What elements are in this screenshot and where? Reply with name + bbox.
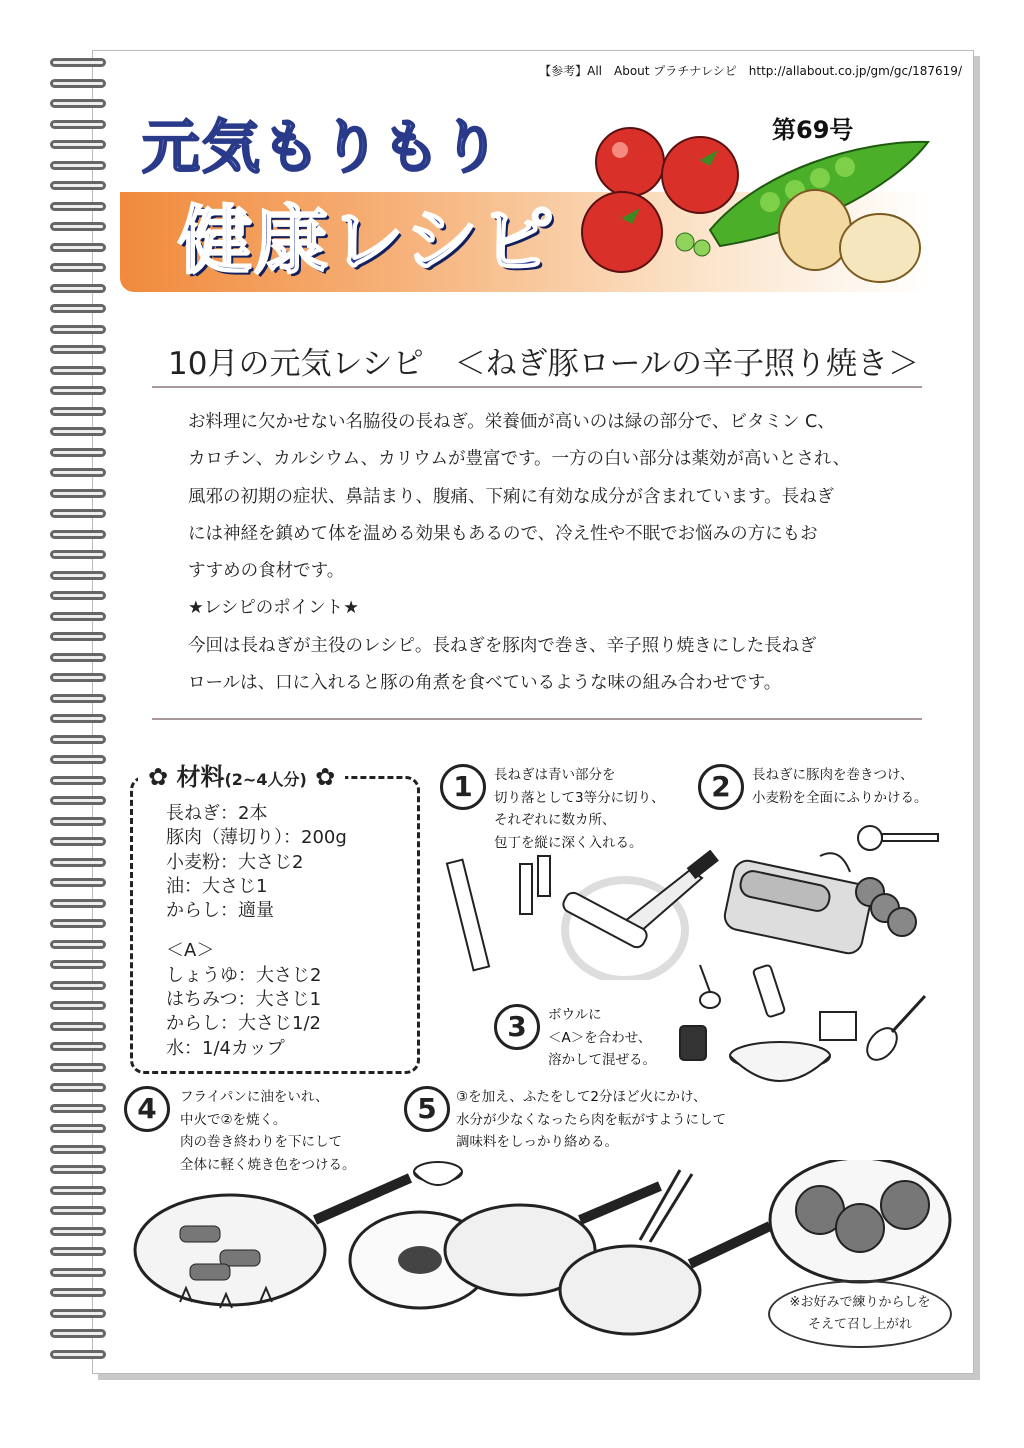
ingredient-item: 小麦粉：大さじ2: [166, 851, 304, 873]
binding-ring: [50, 489, 106, 498]
binding-ring: [50, 714, 106, 723]
ingredient-item: からし：適量: [166, 900, 274, 922]
intro-line: 今回は長ねぎが主役のレシピ。長ねぎを豚肉で巻き、辛子照り焼きにした長ねぎ: [188, 635, 817, 656]
binding-ring: [50, 1186, 106, 1195]
binding-ring: [50, 960, 106, 969]
binding-ring: [50, 1063, 106, 1072]
recipe-title: 10月の元気レシピ ＜ねぎ豚ロールの辛子照り焼き＞: [168, 346, 920, 382]
step-4-text: フライパンに油をいれ、 中火で②を焼く。 肉の巻き終わりを下にして 全体に軽く焼き色をつける。: [180, 1089, 356, 1173]
binding-ring: [50, 735, 106, 744]
serving-note: ※お好みで練りからしを そえて召し上がれ: [768, 1280, 952, 1348]
frying-pan-icon: [560, 1170, 770, 1334]
binding-ring: [50, 427, 106, 436]
step-3-text: ボウルに ＜A＞を合わせ、 溶かして混ぜる。: [548, 1007, 656, 1068]
ingredient-item: 長ねぎ：2本: [166, 803, 268, 824]
binding-ring: [50, 325, 106, 334]
binding-ring: [50, 878, 106, 887]
binding-ring: [50, 99, 106, 108]
ingredient-item: からし：大さじ1/2: [166, 1013, 321, 1035]
binding-ring: [50, 366, 106, 375]
section-divider: [152, 718, 922, 720]
binding-ring: [50, 140, 106, 149]
binding-ring: [50, 940, 106, 949]
binding-ring: [50, 1145, 106, 1154]
sauce-bowl-icon: [414, 1162, 462, 1185]
tray-icon: [722, 858, 873, 956]
vegetables-illustration: [580, 120, 930, 290]
soy-sauce-bottle-icon: [680, 1026, 706, 1060]
intro-line: ロールは、口に入れると豚の角煮を食べているような味の組み合わせです。: [188, 673, 782, 694]
binding-ring: [50, 817, 106, 826]
servings: (2~4人分): [224, 770, 307, 789]
binding-ring: [50, 632, 106, 641]
ingredient-item: 水：1/4カップ: [166, 1037, 285, 1059]
step-1-text: 長ねぎは青い部分を 切り落として3等分に切り、 それぞれに数カ所、 包丁を縦に深く入れる。: [494, 767, 665, 851]
binding-ring: [50, 1309, 106, 1318]
binding-ring: [50, 591, 106, 600]
binding-ring: [50, 1022, 106, 1031]
step-3-illustration: [670, 960, 940, 1100]
flower-icon: ✿: [148, 763, 177, 791]
binding-ring: [50, 776, 106, 785]
binding-ring: [50, 1083, 106, 1092]
binding-ring: [50, 1042, 106, 1051]
ingredient-group-label: ＜A＞: [166, 940, 215, 962]
ingredients-heading: ✿ 材料(2~4人分) ✿: [138, 757, 345, 792]
binding-ring: [50, 1247, 106, 1256]
binding-ring: [50, 58, 106, 67]
binding-ring: [50, 509, 106, 518]
intro-line: 風邪の初期の症状、鼻詰まり、腹痛、下痢に有効な成分が含まれています。長ねぎ: [188, 486, 835, 507]
intro-line: すすめの食材です。: [188, 561, 345, 582]
binding-ring: [50, 120, 106, 129]
flower-icon: ✿: [306, 763, 336, 791]
reference-source: 【参考】All About プラチナレシピ http://allabout.co.jp/gm/gc/187619/: [539, 64, 962, 78]
ingredients-list: [166, 802, 347, 1061]
binding-ring: [50, 1124, 106, 1133]
binding-ring: [50, 981, 106, 990]
banner-title-line2: 健康レシピ: [178, 198, 557, 284]
binding-ring: [50, 1001, 106, 1010]
binding-ring: [50, 653, 106, 662]
knife-icon: [620, 850, 719, 932]
binding-ring: [50, 161, 106, 170]
binding-ring: [50, 1206, 106, 1215]
whisk-icon: [861, 996, 925, 1066]
mustard-tube-icon: [753, 964, 786, 1017]
binding-ring: [50, 448, 106, 457]
binding-ring: [50, 919, 106, 928]
step-2-number: 2: [698, 764, 744, 810]
binding-ring: [50, 1288, 106, 1297]
binding-ring: [50, 284, 106, 293]
tomato-icon: [582, 192, 662, 272]
binding-ring: [50, 858, 106, 867]
tomato-icon: [662, 137, 738, 213]
binding-ring: [50, 1104, 106, 1113]
step-5-text: ③を加え、ふたをして2分ほど火にかけ、 水分が少なくなったら肉を転がすようにして 調味料をしっかり絡める。: [456, 1089, 726, 1150]
binding-ring: [50, 263, 106, 272]
binding-ring: [50, 1165, 106, 1174]
binding-ring: [50, 181, 106, 190]
intro-line: お料理に欠かせない名脇役の長ねぎ。栄養価が高いのは緑の部分で、ビタミン C、: [188, 412, 835, 432]
binding-ring: [50, 694, 106, 703]
title-banner: [120, 100, 930, 292]
step-5-number: 5: [404, 1086, 450, 1132]
binding-ring: [50, 243, 106, 252]
binding-ring: [50, 222, 106, 231]
binding-ring: [50, 79, 106, 88]
step-2-illustration: [720, 820, 950, 970]
binding-ring: [50, 1329, 106, 1338]
binding-ring: [50, 304, 106, 313]
binding-ring: [50, 345, 106, 354]
binding-ring: [50, 1268, 106, 1277]
ingredient-item: しょうゆ：大さじ2: [166, 964, 322, 986]
binding-ring: [50, 1227, 106, 1236]
binding-ring: [50, 530, 106, 539]
binding-ring: [50, 755, 106, 764]
binding-ring: [50, 899, 106, 908]
leek-icon: [447, 856, 550, 970]
step-4-number: 4: [124, 1086, 170, 1132]
serving-plate-icon: [770, 1160, 950, 1282]
step-3-number: 3: [494, 1004, 540, 1050]
binding-ring: [50, 550, 106, 559]
binding-ring: [50, 468, 106, 477]
flour-sifter-icon: [858, 826, 938, 850]
title-divider: [152, 386, 922, 388]
ingredient-item: 豚肉（薄切り）：200g: [166, 827, 347, 849]
binding-ring: [50, 407, 106, 416]
step-1-number: 1: [440, 764, 486, 810]
issue-number: 第69号: [772, 116, 854, 144]
point-heading: ★レシピのポイント★: [188, 598, 359, 619]
ingredient-item: はちみつ：大さじ1: [166, 989, 322, 1011]
binding-ring: [50, 612, 106, 621]
spoon-icon: [700, 965, 720, 1008]
binding-ring: [50, 202, 106, 211]
intro-text: [188, 404, 888, 702]
binding-ring: [50, 386, 106, 395]
step-2-text: 長ねぎに豚肉を巻きつけ、 小麦粉を全面にふりかける。: [752, 767, 928, 806]
intro-line: には神経を鎮めて体を温める効果もあるので、冷え性や不眠でお悩みの方にもお: [188, 523, 818, 544]
measuring-cup-icon: [820, 1012, 856, 1040]
binding-ring: [50, 673, 106, 682]
tomato-icon: [596, 128, 664, 196]
banner-title-line1: 元気もりもり: [142, 113, 503, 181]
binding-ring: [50, 837, 106, 846]
binding-ring: [50, 796, 106, 805]
ingredient-item: 油：大さじ1: [166, 875, 268, 897]
binding-ring: [50, 571, 106, 580]
intro-line: カロチン、カルシウム、カリウムが豊富です。一方の白い部分は薬効が高いとされ、: [188, 449, 851, 470]
binding-ring: [50, 1350, 106, 1359]
